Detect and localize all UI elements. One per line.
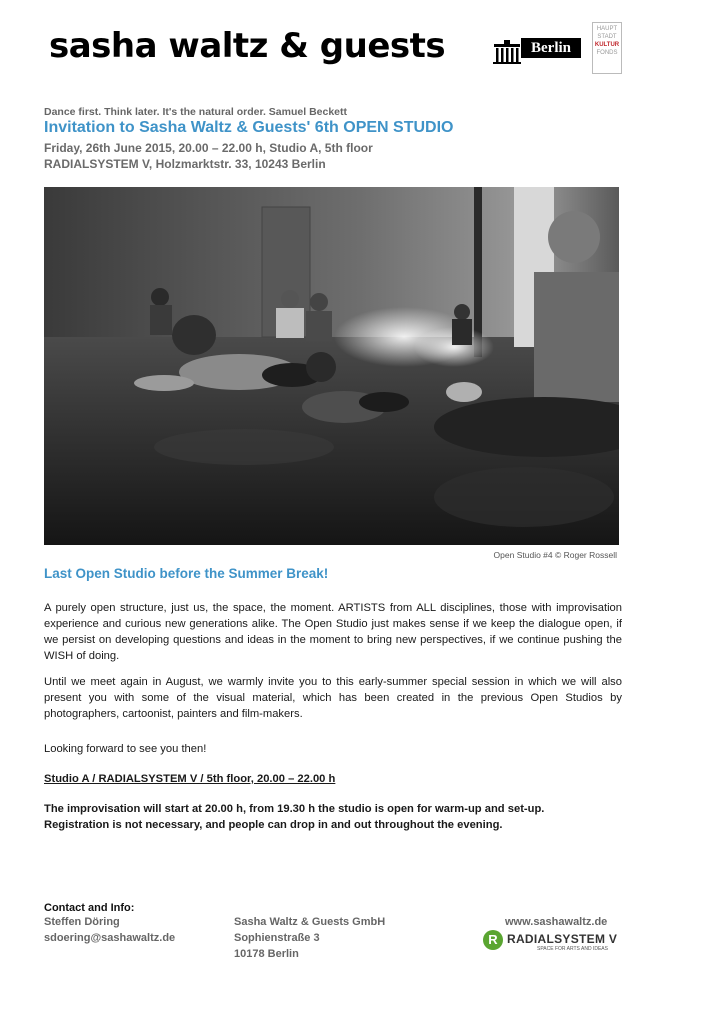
contact-name: Steffen Döring (44, 916, 120, 928)
company-name: Sasha Waltz & Guests GmbH (234, 916, 386, 928)
radialsystem-mark-icon: R (483, 930, 503, 950)
radialsystem-logo (483, 930, 623, 956)
hauptstadtkulturfonds-logo: HAUPT STADT KULTUR FONDS (592, 22, 622, 74)
radialsystem-tagline: SPACE FOR ARTS AND IDEAS (537, 946, 608, 952)
paragraph-intro: A purely open structure, just us, the space, the moment. ARTISTS from ALL disciplines, those with improvisation experience and curious new generations alike. The Open Studio just makes sense if we keep the dialogue open, if we persist on developing questions and ideas in the moment to bring new perspectives, if we continue pushing the WISH of doing. (44, 602, 622, 662)
section-subheading: Last Open Studio before the Summer Break! (44, 566, 329, 581)
company-street: Sophienstraße 3 (234, 932, 320, 944)
paragraph-closing: Looking forward to see you then! (44, 743, 207, 755)
company-city: 10178 Berlin (234, 948, 299, 960)
radialsystem-name: RADIALSYSTEM V (507, 932, 618, 946)
invitation-title: Invitation to Sasha Waltz & Guests' 6th OPEN STUDIO (44, 119, 454, 136)
brandenburg-gate-icon (493, 38, 521, 66)
website-link[interactable]: www.sashawaltz.de (505, 916, 608, 928)
notice-line-2: Registration is not necessary, and people can drop in and out throughout the evening. (44, 819, 503, 831)
contact-email[interactable]: sdoering@sashawaltz.de (44, 932, 176, 944)
open-studio-photo (44, 187, 619, 545)
notice-line-1: The improvisation will start at 20.00 h, from 19.30 h the studio is open for warm-up and set-up. (44, 803, 545, 815)
brand-title: sasha waltz & guests (49, 26, 446, 66)
contact-heading: Contact and Info: (44, 902, 135, 914)
location-line: Studio A / RADIALSYSTEM V / 5th floor, 20.00 – 22.00 h (44, 773, 336, 785)
berlin-logo (493, 38, 581, 66)
paragraph-invite: Until we meet again in August, we warmly invite you to this early-summer special session in which we will also present you with some of the visual material, which has been created in the previous Open Studios by photographers, cartoonist, painters and film-makers. (44, 676, 622, 720)
photo-caption: Open Studio #4 © Roger Rossell (493, 550, 617, 560)
berlin-logo-text: Berlin (521, 38, 581, 58)
event-address-line: RADIALSYSTEM V, Holzmarktstr. 33, 10243 Berlin (44, 157, 326, 171)
event-date-line: Friday, 26th June 2015, 20.00 – 22.00 h, Studio A, 5th floor (44, 141, 373, 155)
beckett-quote: Dance first. Think later. It's the natural order. Samuel Beckett (44, 106, 348, 118)
